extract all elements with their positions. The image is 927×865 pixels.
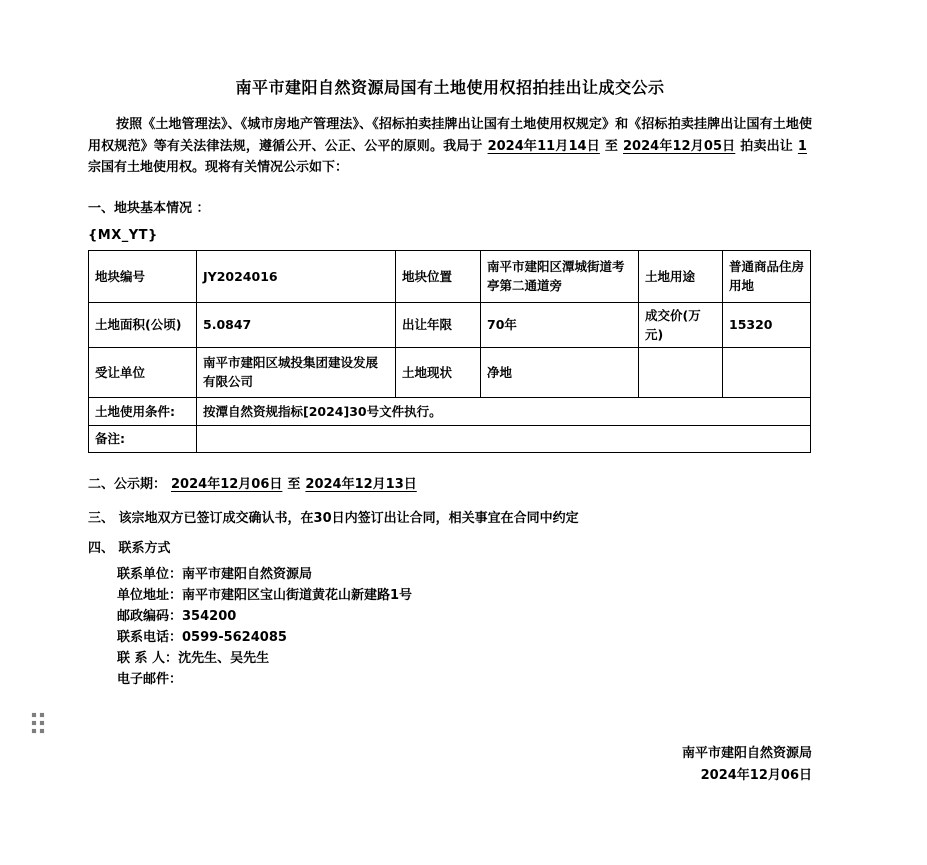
intro-conjunction: 至 <box>604 138 619 154</box>
table-row <box>89 302 811 347</box>
drag-handle-icon[interactable] <box>32 713 44 733</box>
grant-term-label: 出让年限 <box>396 302 481 347</box>
page-title: 南平市建阳自然资源局国有土地使用权招拍挂出让成交公示 <box>235 78 665 97</box>
auction-start-date: 2024年11月14日 <box>487 138 600 154</box>
contact-person <box>117 648 812 669</box>
announcement-document <box>88 0 812 690</box>
contact-address-label: 单位地址： <box>117 587 183 603</box>
contact-email-label: 电子邮件： <box>117 671 183 687</box>
intro-paragraph <box>88 114 812 179</box>
contact-postcode-value: 354200 <box>182 608 237 624</box>
use-conditions-value: 按潭自然资规指标[2024]30号文件执行。 <box>197 397 811 425</box>
contact-phone-label: 联系电话： <box>117 629 183 645</box>
publicity-period-label: 二、公示期： <box>88 476 167 492</box>
remarks-value <box>197 425 811 452</box>
land-use-label: 土地用途 <box>639 250 723 302</box>
contact-unit-label: 联系单位： <box>117 566 183 582</box>
empty-cell <box>723 347 811 397</box>
grant-term-value: 70年 <box>481 302 639 347</box>
intro-text-1: 按照《土地管理法》、《城市房地产管理法》、《招标拍卖挂牌出让国有土地使用权规定》和《招标拍卖挂牌出让国有土地使用权规范》等有关法律法规，遵循公开、公正、公平的原则。我局于 <box>88 117 812 154</box>
template-placeholder: {MX_YT} <box>88 227 158 243</box>
parcel-location-label: 地块位置 <box>396 250 481 302</box>
contact-phone <box>117 627 812 648</box>
land-area-label: 土地面积(公顷) <box>89 302 197 347</box>
deal-price-label: 成交价(万元) <box>639 302 723 347</box>
handle-dot <box>40 713 44 717</box>
contact-unit-value: 南平市建阳自然资源局 <box>182 566 313 582</box>
land-area-value: 5.0847 <box>197 302 396 347</box>
parcel-location-value: 南平市建阳区潭城街道考亭第二通道旁 <box>481 250 639 302</box>
grantee-label: 受让单位 <box>89 347 197 397</box>
parcel-info-table <box>88 250 811 453</box>
signature-date: 2024年12月06日 <box>700 768 812 783</box>
signature-org: 南平市建阳自然资源局 <box>681 746 812 761</box>
land-status-value: 净地 <box>481 347 639 397</box>
contact-address-value: 南平市建阳区宝山街道黄花山新建路1号 <box>182 587 413 603</box>
parcel-count: 1 <box>797 138 807 154</box>
contact-phone-value: 0599-5624085 <box>182 629 287 645</box>
contact-person-value: 沈先生、吴先生 <box>178 650 270 666</box>
contact-postcode-label: 邮政编码： <box>117 608 183 624</box>
handle-dot <box>40 721 44 725</box>
contact-address <box>117 585 812 606</box>
remarks-label: 备注: <box>89 425 197 452</box>
publicity-end-date: 2024年12月13日 <box>305 476 417 492</box>
intro-text-3: 宗国有土地使用权。现将有关情况公示如下： <box>88 160 349 175</box>
auction-end-date: 2024年12月05日 <box>623 138 736 154</box>
handle-dot <box>32 713 36 717</box>
deal-price-value: 15320 <box>723 302 811 347</box>
section2-publicity-period <box>88 474 812 495</box>
use-conditions-label: 土地使用条件: <box>89 397 197 425</box>
contact-postcode <box>117 606 812 627</box>
land-status-label: 土地现状 <box>396 347 481 397</box>
grantee-value: 南平市建阳区城投集团建设发展有限公司 <box>197 347 396 397</box>
table-row <box>89 397 811 425</box>
handle-dot <box>32 729 36 733</box>
handle-dot <box>32 721 36 725</box>
table-row <box>89 347 811 397</box>
contact-unit <box>117 564 812 585</box>
signature-block <box>88 743 812 787</box>
section3-contract-note: 三、 该宗地双方已签订成交确认书，在30日内签订出让合同，相关事宜在合同中约定 <box>88 510 579 526</box>
table-row <box>89 425 811 452</box>
parcel-number-value: JY2024016 <box>197 250 396 302</box>
empty-cell <box>639 347 723 397</box>
handle-dot <box>40 729 44 733</box>
contact-info <box>117 564 812 690</box>
parcel-number-label: 地块编号 <box>89 250 197 302</box>
publicity-conjunction: 至 <box>287 476 301 492</box>
land-use-value: 普通商品住房用地 <box>723 250 811 302</box>
intro-text-2: 拍卖出让 <box>740 138 793 154</box>
contact-person-label: 联 系 人： <box>117 650 179 666</box>
section1-heading: 一、地块基本情况 ： <box>88 200 210 216</box>
publicity-start-date: 2024年12月06日 <box>171 476 283 492</box>
section4-heading: 四、 联系方式 <box>88 540 171 556</box>
table-row <box>89 250 811 302</box>
contact-email <box>117 669 812 690</box>
